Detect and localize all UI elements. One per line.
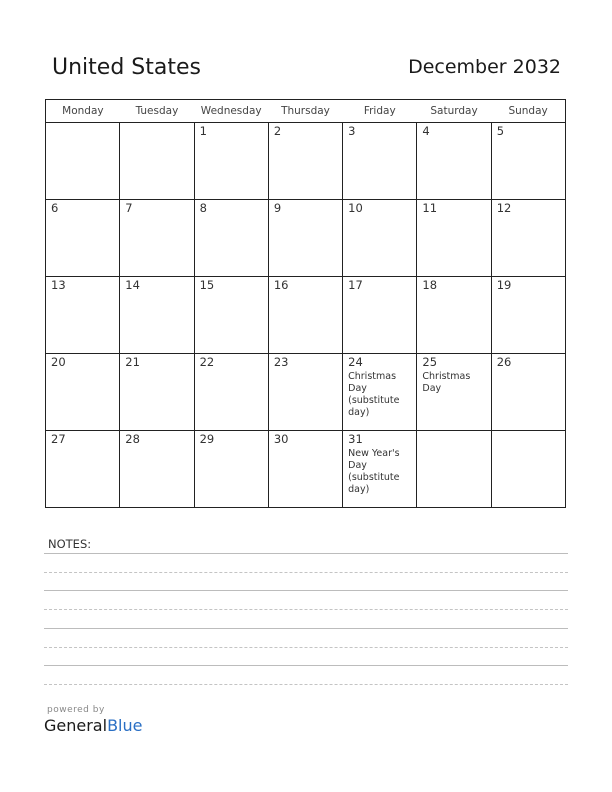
day-number: 31 [348,432,363,446]
week-row [46,277,566,354]
day-number: 21 [125,355,140,369]
day-cell [46,277,120,354]
day-cell [343,200,417,277]
day-number: 24 [348,355,363,369]
day-number: 4 [422,124,430,138]
generalblue-logo [44,716,142,735]
holiday-label: New Year's Day (substitute day) [348,448,400,495]
day-cell [46,200,120,277]
day-number: 17 [348,278,363,292]
calendar-month-title: December 2032 [408,56,561,78]
day-number: 18 [422,278,438,292]
day-cell [194,354,268,431]
notes-line [44,590,568,591]
day-cell [268,277,342,354]
day-cell [417,277,491,354]
day-cell [194,123,268,200]
day-number: 16 [273,278,289,292]
week-row [46,431,566,508]
week-row [46,123,566,200]
day-number: 11 [422,201,438,215]
day-number: 2 [273,124,282,138]
day-cell [46,354,120,431]
day-cell [194,200,268,277]
day-cell [491,354,565,431]
day-number: 13 [51,278,66,292]
week-row [46,200,566,277]
weekday-header: Sunday [491,100,565,123]
notes-line [44,628,568,629]
day-cell [417,123,491,200]
day-number: 12 [496,201,512,215]
day-cell [417,200,491,277]
holiday-label: Christmas Day (substitute day) [348,371,400,418]
weekday-header: Wednesday [194,100,268,123]
notes-line [44,609,568,610]
day-cell [417,431,491,508]
day-number: 3 [348,124,356,138]
logo-text-general: General [44,716,108,735]
day-cell [194,431,268,508]
day-cell [120,354,194,431]
day-number: 28 [125,432,140,446]
day-number: 20 [51,355,66,369]
day-cell [491,123,565,200]
day-cell [46,123,120,200]
day-number: 25 [422,355,438,369]
day-cell [417,354,491,431]
day-cell [120,200,194,277]
day-cell [268,123,342,200]
notes-line [44,572,568,573]
day-number: 9 [273,201,282,215]
day-number: 27 [51,432,66,446]
day-cell [46,431,120,508]
day-number: 10 [348,201,363,215]
day-cell [343,123,417,200]
day-number: 14 [125,278,140,292]
day-number: 8 [199,201,207,215]
day-cell [120,431,194,508]
week-row [46,354,566,431]
day-cell [343,431,417,508]
day-number: 30 [273,432,289,446]
weekday-header: Thursday [268,100,342,123]
weekday-header: Monday [46,100,120,123]
weekday-header: Saturday [417,100,491,123]
powered-by-text: powered by [47,705,105,715]
notes-line [44,665,568,666]
weekday-header: Friday [343,100,417,123]
day-number: 23 [273,355,289,369]
day-cell [491,431,565,508]
calendar-grid [45,99,566,508]
holiday-label: Christmas Day [422,371,471,394]
day-number: 7 [125,201,133,215]
day-number: 5 [496,124,505,138]
day-cell [491,277,565,354]
notes-line [44,684,568,685]
day-cell [491,200,565,277]
notes-line [44,553,568,554]
day-cell [120,123,194,200]
day-number: 22 [199,355,215,369]
day-cell [268,354,342,431]
weekday-header-row [46,100,566,123]
calendar-country-title: United States [52,55,201,80]
weekday-header: Tuesday [120,100,194,123]
day-number: 19 [496,278,512,292]
day-cell [194,277,268,354]
day-number: 26 [496,355,512,369]
day-cell [343,354,417,431]
day-number: 6 [51,201,59,215]
day-number: 1 [199,124,207,138]
day-cell [268,200,342,277]
logo-text-blue: Blue [107,716,143,735]
day-cell [120,277,194,354]
day-cell [268,431,342,508]
notes-label: NOTES: [48,537,92,551]
day-number: 15 [199,278,215,292]
notes-line [44,647,568,648]
day-number: 29 [199,432,215,446]
day-cell [343,277,417,354]
